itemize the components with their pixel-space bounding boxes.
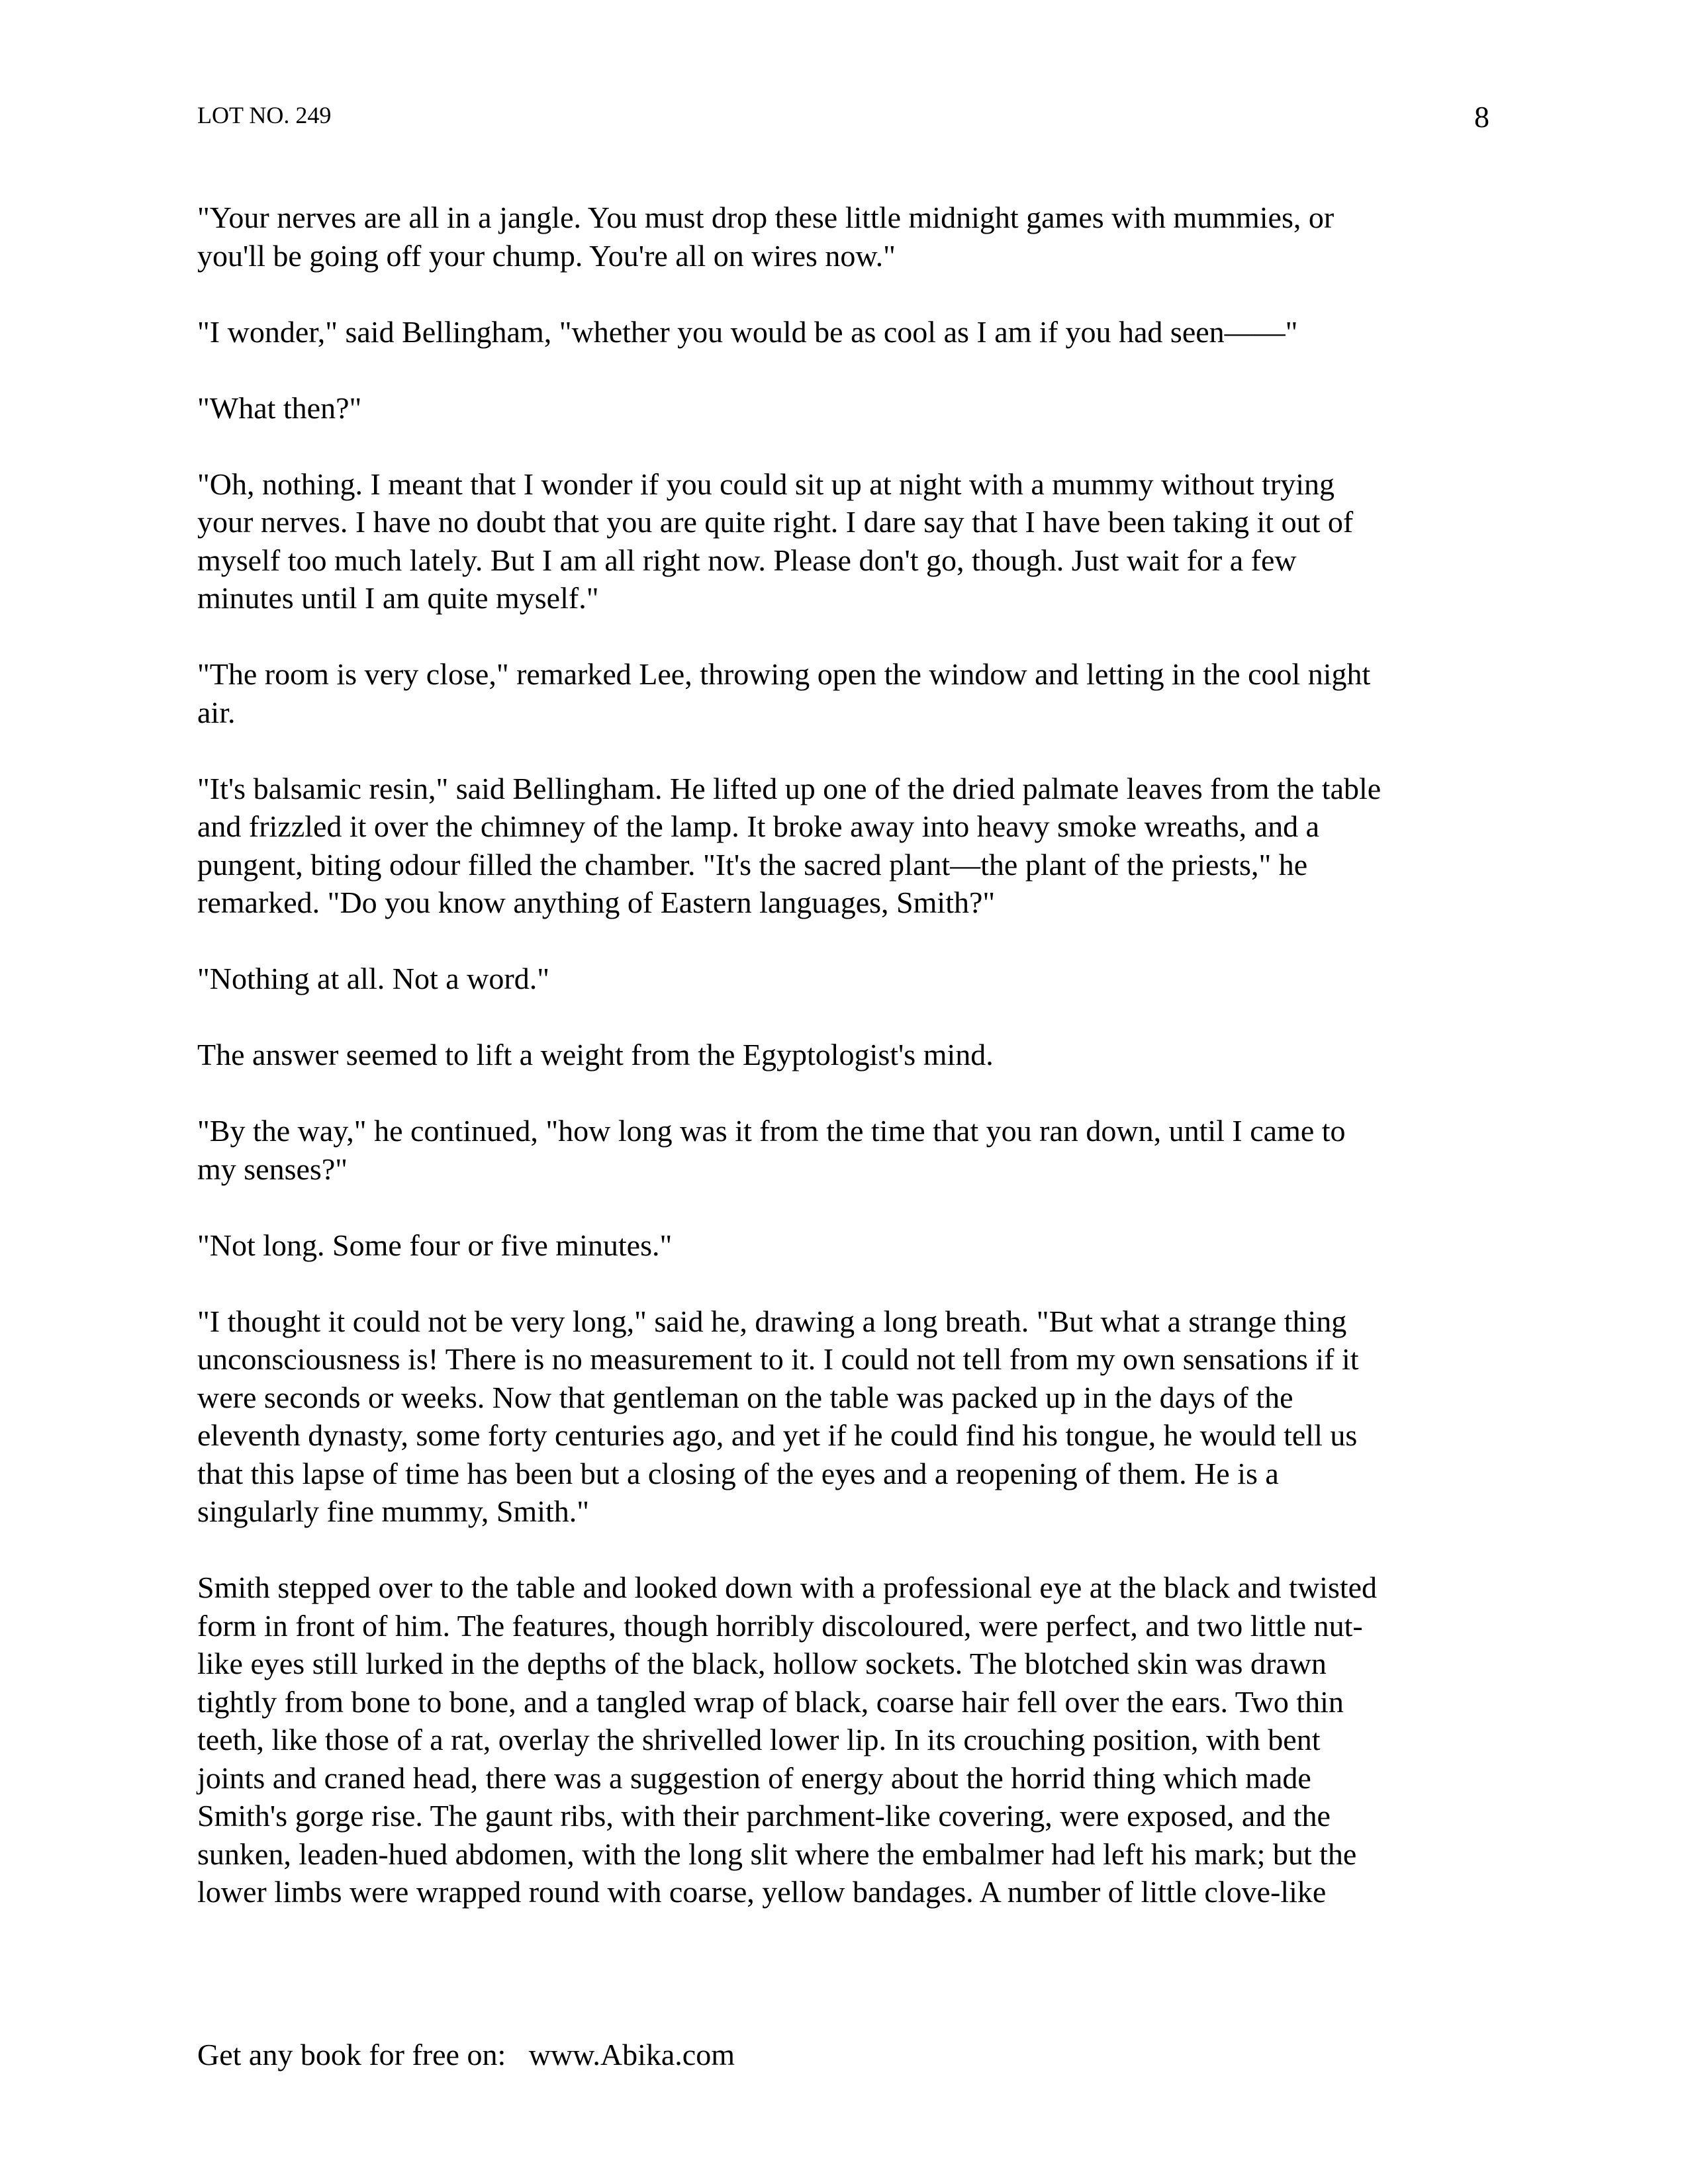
running-header-title: LOT NO. 249 — [197, 102, 332, 128]
page-number: 8 — [1474, 100, 1489, 134]
paragraph: "Nothing at all. Not a word." — [197, 962, 549, 995]
paragraph: "I thought it could not be very long," said he, drawing a long breath. "But what a strange thing unconsciousness is! There is no measurement to it. I could not tell from my own sensations if it were seconds or weeks. Now that gentleman on the table was packed up in the days of the eleventh dynasty, some forty centuries ago, and yet if he could find his tongue, he would tell us that this lapse of time has been but a closing of the eyes and a reopening of them. He is a singularly fine mummy, Smith." — [197, 1304, 1359, 1528]
paragraph: "Your nerves are all in a jangle. You must drop these little midnight games with mummies, or you'll be going off your chump. You're all on wires now." — [197, 201, 1335, 273]
paragraph: Smith stepped over to the table and looked down with a professional eye at the black and twisted form in front of him. The features, though horribly discoloured, were perfect, and two little nut- like eyes still lurked in the depths of the black, hollow sockets. The blotched skin was drawn tightly from bone to bone, and a tangled wrap of black, coarse hair fell over the ears. Two thin teeth, like those of a rat, overlay the shrivelled lower lip. In its crouching position, with bent joints and craned head, there was a suggestion of energy about the horrid thing which made Smith's gorge rise. The gaunt ribs, with their parchment-like covering, were exposed, and the sunken, leaden-hued abdomen, with the long slit where the embalmer had left his mark; but the lower limbs were wrapped round with coarse, yellow bandages. A number of little clove-like — [197, 1570, 1378, 1909]
paragraph: "The room is very close," remarked Lee, throwing open the window and letting in the cool night air. — [197, 657, 1371, 729]
paragraph: "Oh, nothing. I meant that I wonder if you could sit up at night with a mummy without trying your nerves. I have no doubt that you are quite right. I dare say that I have been taking it out of myself too much lately. But I am all right now. Please don't go, though. Just wait for a few minutes until I am quite myself." — [197, 467, 1354, 615]
footer-promo-text: Get any book for free on: www.Abika.com — [197, 2038, 735, 2071]
paragraph: "What then?" — [197, 390, 362, 425]
paragraph: The answer seemed to lift a weight from the Egyptologist's mind. — [197, 1038, 994, 1071]
page-body — [197, 199, 1442, 1949]
paragraph: "It's balsamic resin," said Bellingham. He lifted up one of the dried palmate leaves from the table and frizzled it over the chimney of the lamp. It broke away into heavy smoke wreaths, and a pungent, biting odour filled the chamber. "It's the sacred plant—the plant of the priests," he remarked. "Do you know anything of Eastern languages, Smith?" — [197, 771, 1382, 919]
paragraph: "By the way," he continued, "how long was it from the time that you ran down, until I came to my senses?" — [197, 1114, 1346, 1186]
paragraph: "Not long. Some four or five minutes." — [197, 1228, 673, 1262]
paragraph: "I wonder," said Bellingham, "whether you would be as cool as I am if you had seen——" — [197, 314, 1298, 349]
